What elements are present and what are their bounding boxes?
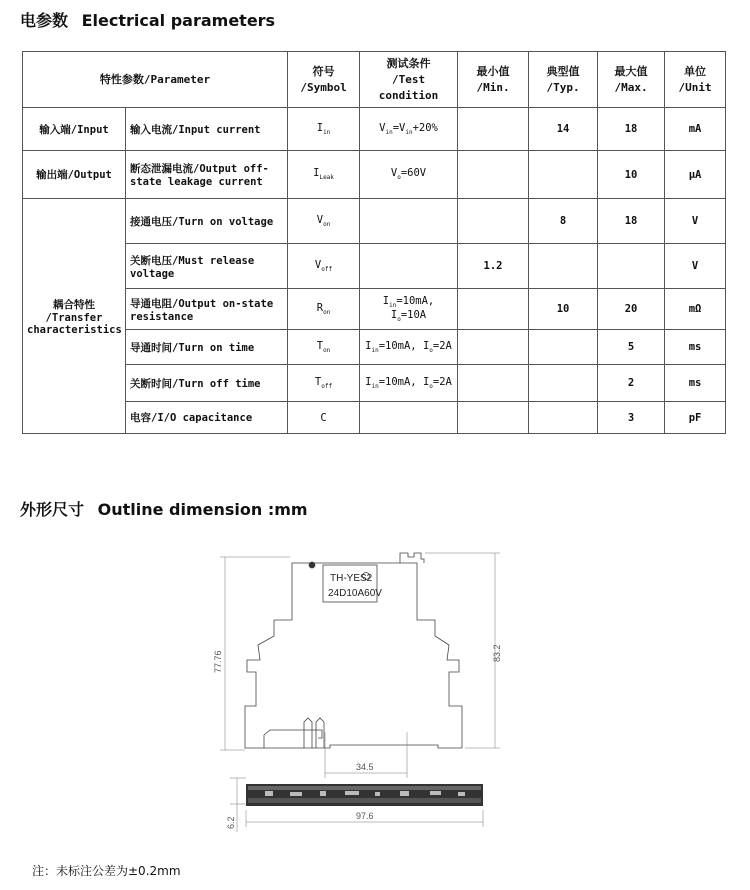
- condition-cell: $I_{in}=10mA$, $I_o=2A$: [360, 330, 458, 365]
- outline-drawing: [0, 540, 750, 870]
- group-output: 输出端/Output: [23, 151, 126, 199]
- header-parameter: 特性参数/Parameter: [23, 52, 288, 108]
- symbol-cell: $T_{off}$: [288, 365, 360, 402]
- unit-cell: mΩ: [665, 289, 726, 330]
- max-cell: 18: [598, 108, 665, 151]
- symbol-cell: $R_{on}$: [288, 289, 360, 330]
- label-line2: 24D10A60V: [328, 588, 382, 599]
- outline-title-en: Outline dimension :mm: [97, 500, 308, 519]
- min-cell: [458, 402, 529, 434]
- dim-length: 97.6: [356, 811, 374, 821]
- dim-rail: 34.5: [356, 762, 374, 772]
- symbol-cell: C: [288, 402, 360, 434]
- param-cell: 输入电流/Input current: [126, 108, 288, 151]
- param-cell: 断态泄漏电流/Output off-state leakage current: [126, 151, 288, 199]
- condition-cell: $I_{in}=10mA$, $I_o=2A$: [360, 365, 458, 402]
- electrical-parameters-table: [22, 51, 726, 434]
- typ-cell: [529, 151, 598, 199]
- header-max: 最大值 /Max.: [598, 52, 665, 108]
- typ-cell: 10: [529, 289, 598, 330]
- min-cell: [458, 151, 529, 199]
- unit-cell: V: [665, 244, 726, 289]
- max-cell: 10: [598, 151, 665, 199]
- param-cell: 接通电压/Turn on voltage: [126, 199, 288, 244]
- header-condition: 测试条件 /Test condition: [360, 52, 458, 108]
- condition-cell: [360, 199, 458, 244]
- symbol-cell: $T_{on}$: [288, 330, 360, 365]
- electrical-title: [20, 8, 275, 31]
- min-cell: [458, 108, 529, 151]
- tolerance-note: 注：未标注公差为±0.2mm: [32, 864, 181, 878]
- max-cell: 18: [598, 199, 665, 244]
- param-cell: 电容/I/O capacitance: [126, 402, 288, 434]
- table-row: [23, 151, 726, 199]
- condition-cell: $V_o=60V$: [360, 151, 458, 199]
- typ-cell: [529, 402, 598, 434]
- condition-cell: [360, 402, 458, 434]
- electrical-title-en: Electrical parameters: [81, 11, 276, 30]
- symbol-cell: $I_{Leak}$: [288, 151, 360, 199]
- unit-cell: μA: [665, 151, 726, 199]
- max-cell: 5: [598, 330, 665, 365]
- min-cell: [458, 365, 529, 402]
- dim-thickness: 6.2: [226, 816, 236, 829]
- electrical-title-cn: 电参数: [20, 11, 69, 30]
- typ-cell: 14: [529, 108, 598, 151]
- min-cell: [458, 289, 529, 330]
- unit-cell: ms: [665, 330, 726, 365]
- condition-cell: $I_{in}=10mA$, $I_o=10A$: [360, 289, 458, 330]
- min-cell: [458, 199, 529, 244]
- label-line1: TH-YES2: [330, 573, 373, 584]
- unit-cell: ms: [665, 365, 726, 402]
- min-cell: [458, 330, 529, 365]
- typ-cell: [529, 365, 598, 402]
- outline-title-cn: 外形尺寸: [20, 500, 85, 519]
- param-cell: 导通电阻/Output on-state resistance: [126, 289, 288, 330]
- symbol-cell: $I_{in}$: [288, 108, 360, 151]
- group-input: 输入端/Input: [23, 108, 126, 151]
- min-cell: 1.2: [458, 244, 529, 289]
- header-typ: 典型值 /Typ.: [529, 52, 598, 108]
- table-row: [23, 365, 726, 402]
- header-unit: 单位 /Unit: [665, 52, 726, 108]
- table-row: [23, 402, 726, 434]
- table-row: [23, 244, 726, 289]
- max-cell: [598, 244, 665, 289]
- max-cell: 3: [598, 402, 665, 434]
- unit-cell: V: [665, 199, 726, 244]
- outline-title: [20, 497, 308, 520]
- header-min: 最小值 /Min.: [458, 52, 529, 108]
- group-transfer: 耦合特性 /Transfer characteristics: [23, 199, 126, 434]
- unit-cell: pF: [665, 402, 726, 434]
- condition-cell: [360, 244, 458, 289]
- unit-cell: mA: [665, 108, 726, 151]
- param-cell: 关断电压/Must release voltage: [126, 244, 288, 289]
- max-cell: 20: [598, 289, 665, 330]
- param-cell: 关断时间/Turn off time: [126, 365, 288, 402]
- header-symbol: 符号 /Symbol: [288, 52, 360, 108]
- symbol-cell: $V_{off}$: [288, 244, 360, 289]
- typ-cell: [529, 244, 598, 289]
- table-row: [23, 199, 726, 244]
- table-row: [23, 108, 726, 151]
- condition-cell: $V_{in}=V_{in}+20\%$: [360, 108, 458, 151]
- dim-height-left: 77.76: [213, 650, 223, 673]
- table-row: [23, 330, 726, 365]
- table-row: [23, 289, 726, 330]
- typ-cell: [529, 330, 598, 365]
- typ-cell: 8: [529, 199, 598, 244]
- param-cell: 导通时间/Turn on time: [126, 330, 288, 365]
- symbol-cell: $V_{on}$: [288, 199, 360, 244]
- header-row: [23, 52, 726, 108]
- max-cell: 2: [598, 365, 665, 402]
- dim-height-right: 83.2: [492, 644, 502, 662]
